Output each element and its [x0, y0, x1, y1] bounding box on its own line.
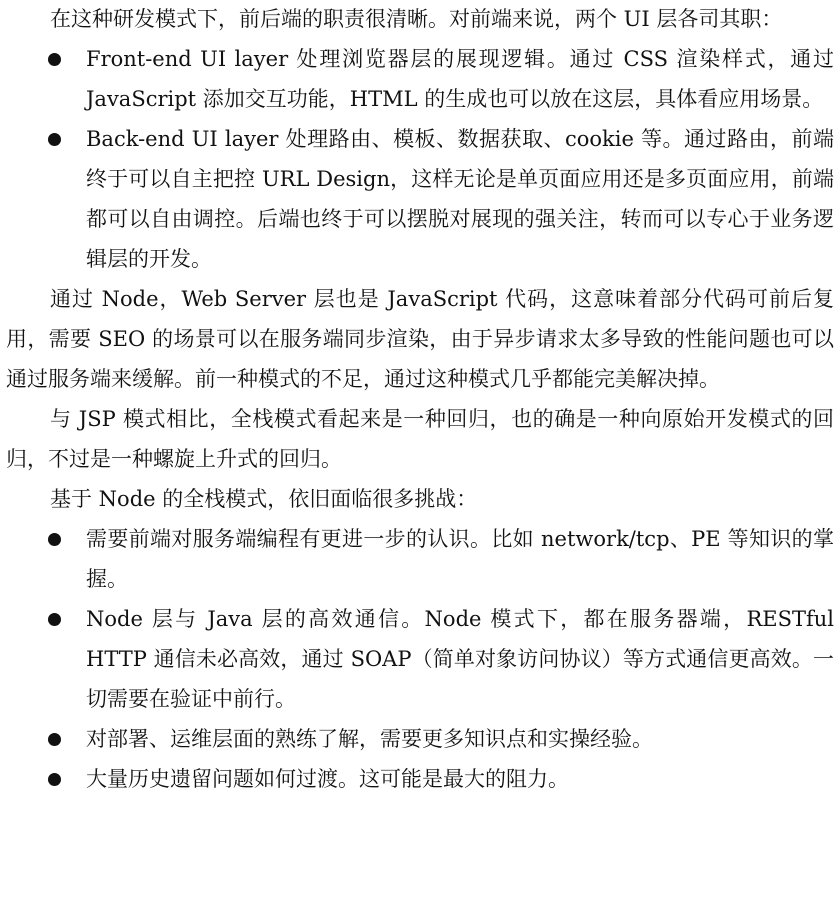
list-item-text: 需要前端对服务端编程有更进一步的认识。比如 network/tcp、PE 等知识的掌握。 [86, 527, 834, 591]
paragraph-intro: 在这种研发模式下，前后端的职责很清晰。对前端来说，两个 UI 层各司其职： [50, 7, 783, 31]
bullet-dot-icon [48, 53, 61, 66]
bullet-dot-icon [48, 613, 61, 626]
bullet-dot-icon [48, 533, 61, 546]
bullet-dot-icon [48, 773, 61, 786]
list-item [6, 759, 834, 799]
ui-layers-list [6, 39, 834, 279]
list-item-text: Node 层与 Java 层的高效通信。Node 模式下，都在服务器端，RESTful HTTP 通信未必高效，通过 SOAP（简单对象访问协议）等方式通信更高效。一切需要在验证中前行。 [86, 607, 834, 711]
list-item-text: Back-end UI layer 处理路由、模板、数据获取、cookie 等。通过路由，前端终于可以自主把控 URL Design，这样无论是单页面应用还是多页面应用，前端都可以自由调控。后端也终于可以摆脱对展现的强关注，转而可以专心于业务逻辑层的开发。 [86, 127, 834, 271]
list-item [6, 719, 834, 759]
bullet-dot-icon [48, 133, 61, 146]
list-item-text: Front-end UI layer 处理浏览器层的展现逻辑。通过 CSS 渲染样式，通过 JavaScript 添加交互功能，HTML 的生成也可以放在这层，具体看应用场景。 [86, 47, 834, 111]
paragraph-challenges-intro: 基于 Node 的全栈模式，依旧面临很多挑战： [50, 487, 478, 511]
list-item [6, 119, 834, 279]
bullet-dot-icon [48, 733, 61, 746]
list-item [6, 519, 834, 599]
list-item-text: 大量历史遗留问题如何过渡。这可能是最大的阻力。 [86, 767, 569, 791]
paragraph-jsp-comparison: 与 JSP 模式相比，全栈模式看起来是一种回归，也的确是一种向原始开发模式的回归，不过是一种螺旋上升式的回归。 [6, 407, 834, 471]
list-item [6, 39, 834, 119]
list-item [6, 599, 834, 719]
challenges-list [6, 519, 834, 799]
paragraph-node-benefits: 通过 Node，Web Server 层也是 JavaScript 代码，这意味着部分代码可前后复用，需要 SEO 的场景可以在服务端同步渲染，由于异步请求太多导致的性能问题也可以通过服务端来缓解。前一种模式的不足，通过这种模式几乎都能完美解决掉。 [6, 287, 834, 391]
list-item-text: 对部署、运维层面的熟练了解，需要更多知识点和实操经验。 [86, 727, 653, 751]
